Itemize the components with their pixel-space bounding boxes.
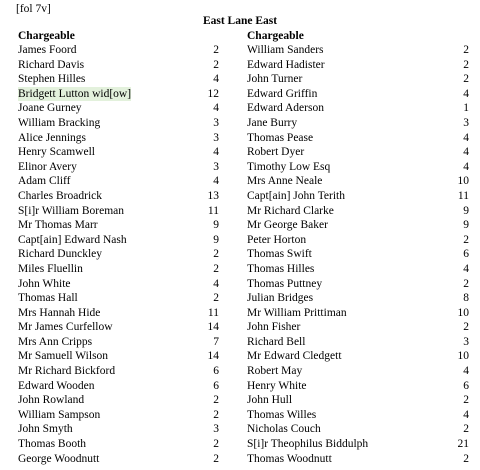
person-name: Mr Thomas Marr xyxy=(18,219,98,232)
hearth-count: 2 xyxy=(213,262,219,275)
person-name: Mr James Curfellow xyxy=(18,321,113,334)
person-name: Capt[ain] John Terith xyxy=(247,189,345,202)
hearth-count: 9 xyxy=(463,204,469,217)
right-column xyxy=(247,43,469,466)
person-name: John Turner xyxy=(247,73,303,86)
person-name: Thomas Puttney xyxy=(247,277,323,290)
table-row xyxy=(18,218,219,233)
hearth-count: 4 xyxy=(213,146,219,159)
hearth-count: 4 xyxy=(463,408,469,421)
person-name: John White xyxy=(18,277,71,290)
person-name: George Woodnutt xyxy=(18,452,100,465)
hearth-count: 21 xyxy=(457,438,469,451)
table-row xyxy=(247,437,469,452)
hearth-count: 11 xyxy=(207,204,219,217)
table-row xyxy=(18,335,219,350)
person-name: Thomas Hall xyxy=(18,292,78,305)
table-row xyxy=(247,189,469,204)
hearth-count: 2 xyxy=(463,321,469,334)
hearth-count: 11 xyxy=(457,189,469,202)
person-name: John Hull xyxy=(247,394,293,407)
table-row xyxy=(247,145,469,160)
person-name: Edward Hadister xyxy=(247,58,325,71)
table-row xyxy=(247,101,469,116)
table-row xyxy=(247,116,469,131)
person-name: John Fisher xyxy=(247,321,301,334)
person-name: James Foord xyxy=(18,44,77,56)
table-row xyxy=(247,408,469,423)
table-row xyxy=(247,87,469,102)
person-name: Thomas Swift xyxy=(247,248,312,261)
person-name: Timothy Low Esq xyxy=(247,160,331,173)
hearth-count: 6 xyxy=(213,365,219,378)
person-name: William Bracking xyxy=(18,116,101,129)
person-name: Richard Davis xyxy=(18,58,85,71)
person-name: Joane Gurney xyxy=(18,102,82,115)
hearth-count: 2 xyxy=(463,394,469,407)
table-row xyxy=(18,72,219,87)
table-row xyxy=(18,408,219,423)
column-header-right: Chargeable xyxy=(247,30,304,42)
folio-reference: [fol 7v] xyxy=(16,3,51,15)
person-name: Mr Samuell Wilson xyxy=(18,350,109,363)
table-row xyxy=(18,58,219,73)
person-name: Mr George Baker xyxy=(247,219,328,232)
hearth-count: 4 xyxy=(463,131,469,144)
table-row xyxy=(18,393,219,408)
table-row xyxy=(18,101,219,116)
table-row xyxy=(18,174,219,189)
person-name: S[i]r Theophilus Biddulph xyxy=(247,438,369,451)
table-row xyxy=(18,189,219,204)
hearth-count: 4 xyxy=(463,365,469,378)
table-row xyxy=(18,379,219,394)
hearth-count: 3 xyxy=(213,423,219,436)
hearth-count: 2 xyxy=(213,408,219,421)
person-name: Stephen Hilles xyxy=(18,73,86,86)
table-row xyxy=(18,87,219,102)
hearth-count: 4 xyxy=(463,87,469,100)
hearth-count: 2 xyxy=(213,248,219,261)
person-name: Mr Richard Bickford xyxy=(18,365,116,378)
table-row xyxy=(247,131,469,146)
hearth-count: 6 xyxy=(463,248,469,261)
table-row xyxy=(247,247,469,262)
hearth-count: 2 xyxy=(213,438,219,451)
hearth-count: 13 xyxy=(207,189,219,202)
person-name: Charles Broadrick xyxy=(18,189,102,202)
person-name: William Sanders xyxy=(247,44,324,56)
table-row xyxy=(247,422,469,437)
table-row xyxy=(247,160,469,175)
person-name: Thomas Woodnutt xyxy=(247,452,332,465)
person-name: John Smyth xyxy=(18,423,73,436)
hearth-count: 3 xyxy=(463,335,469,348)
table-row xyxy=(247,349,469,364)
table-row xyxy=(18,43,219,58)
table-row xyxy=(18,452,219,467)
hearth-count: 4 xyxy=(463,146,469,159)
table-row xyxy=(247,364,469,379)
table-row xyxy=(247,218,469,233)
hearth-count: 9 xyxy=(213,233,219,246)
hearth-count: 2 xyxy=(463,73,469,86)
hearth-count: 8 xyxy=(463,292,469,305)
hearth-count: 2 xyxy=(213,394,219,407)
person-name: Elinor Avery xyxy=(18,160,77,173)
table-row xyxy=(247,393,469,408)
table-row xyxy=(247,277,469,292)
hearth-count: 14 xyxy=(207,321,219,334)
hearth-count: 10 xyxy=(457,350,469,363)
person-name: Mr Richard Clarke xyxy=(247,204,334,217)
person-name: Alice Jennings xyxy=(18,131,87,144)
person-name: Mrs Anne Neale xyxy=(247,175,323,188)
person-name: Robert May xyxy=(247,365,303,378)
hearth-count: 10 xyxy=(457,175,469,188)
table-row xyxy=(18,160,219,175)
person-name: S[i]r William Boreman xyxy=(18,204,124,217)
person-name: Adam Cliff xyxy=(18,175,71,188)
person-name: Miles Fluellin xyxy=(18,262,83,275)
person-name: Mrs Ann Cripps xyxy=(18,335,93,348)
person-name: Mr William Prittiman xyxy=(247,306,347,319)
hearth-count: 2 xyxy=(463,452,469,465)
table-row xyxy=(18,233,219,248)
person-name: Henry Scamwell xyxy=(18,146,95,159)
table-row xyxy=(247,43,469,58)
hearth-count: 2 xyxy=(463,423,469,436)
table-row xyxy=(18,349,219,364)
person-name: Edward Aderson xyxy=(247,102,324,115)
table-row xyxy=(18,306,219,321)
person-name: Nicholas Couch xyxy=(247,423,321,436)
hearth-count: 2 xyxy=(213,452,219,465)
table-row xyxy=(247,58,469,73)
person-name: Thomas Willes xyxy=(247,408,317,421)
column-header-left: Chargeable xyxy=(18,30,75,42)
table-row xyxy=(18,204,219,219)
hearth-count: 9 xyxy=(213,219,219,232)
hearth-count: 4 xyxy=(213,73,219,86)
hearth-count: 2 xyxy=(463,277,469,290)
person-name: Mrs Hannah Hide xyxy=(18,306,101,319)
left-column xyxy=(18,43,219,466)
table-row xyxy=(18,116,219,131)
hearth-count: 3 xyxy=(463,116,469,129)
table-row xyxy=(247,306,469,321)
hearth-count: 2 xyxy=(463,44,469,56)
table-row xyxy=(247,204,469,219)
person-name: Thomas Pease xyxy=(247,131,314,144)
hearth-count: 2 xyxy=(463,233,469,246)
hearth-count: 10 xyxy=(457,306,469,319)
person-name: Mr Edward Cledgett xyxy=(247,350,342,363)
table-row xyxy=(18,291,219,306)
hearth-count: 7 xyxy=(213,335,219,348)
hearth-count: 3 xyxy=(213,131,219,144)
person-name: Thomas Booth xyxy=(18,438,87,451)
table-row xyxy=(247,72,469,87)
hearth-count: 11 xyxy=(207,306,219,319)
table-row xyxy=(18,320,219,335)
table-row xyxy=(18,364,219,379)
table-row xyxy=(247,262,469,277)
page-heading: East Lane East xyxy=(202,15,278,27)
table-row xyxy=(247,379,469,394)
hearth-count: 2 xyxy=(463,58,469,71)
person-name: Robert Dyer xyxy=(247,146,305,159)
table-row xyxy=(247,452,469,467)
table-row xyxy=(18,247,219,262)
table-row xyxy=(247,291,469,306)
table-row xyxy=(247,233,469,248)
table-row xyxy=(18,262,219,277)
person-name: Richard Bell xyxy=(247,335,306,348)
person-name: Edward Griffin xyxy=(247,87,318,100)
hearth-count: 6 xyxy=(463,379,469,392)
person-name: Richard Dunckley xyxy=(18,248,102,261)
person-name: Peter Horton xyxy=(247,233,307,246)
hearth-count: 4 xyxy=(463,262,469,275)
hearth-count: 4 xyxy=(213,102,219,115)
hearth-count: 2 xyxy=(213,58,219,71)
hearth-count: 9 xyxy=(463,219,469,232)
hearth-count: 12 xyxy=(207,87,219,100)
table-row xyxy=(18,422,219,437)
person-name: Edward Wooden xyxy=(18,379,95,392)
table-row xyxy=(18,277,219,292)
person-name: William Sampson xyxy=(18,408,101,421)
person-name: Capt[ain] Edward Nash xyxy=(18,233,127,246)
hearth-count: 3 xyxy=(213,116,219,129)
hearth-count: 4 xyxy=(213,175,219,188)
hearth-count: 4 xyxy=(213,277,219,290)
table-row xyxy=(18,131,219,146)
person-name: Julian Bridges xyxy=(247,292,314,305)
hearth-count: 14 xyxy=(207,350,219,363)
person-name: Henry White xyxy=(247,379,307,392)
table-row xyxy=(18,437,219,452)
person-name: Bridgett Lutton wid[ow] xyxy=(18,87,132,100)
table-row xyxy=(18,145,219,160)
person-name: Jane Burry xyxy=(247,116,298,129)
person-name: Thomas Hilles xyxy=(247,262,315,275)
person-name: John Rowland xyxy=(18,394,85,407)
hearth-count: 2 xyxy=(213,292,219,305)
table-row xyxy=(247,335,469,350)
hearth-count: 4 xyxy=(463,160,469,173)
hearth-count: 2 xyxy=(213,44,219,56)
table-row xyxy=(247,174,469,189)
hearth-count: 6 xyxy=(213,379,219,392)
table-row xyxy=(247,320,469,335)
hearth-count: 1 xyxy=(463,102,469,115)
hearth-count: 3 xyxy=(213,160,219,173)
